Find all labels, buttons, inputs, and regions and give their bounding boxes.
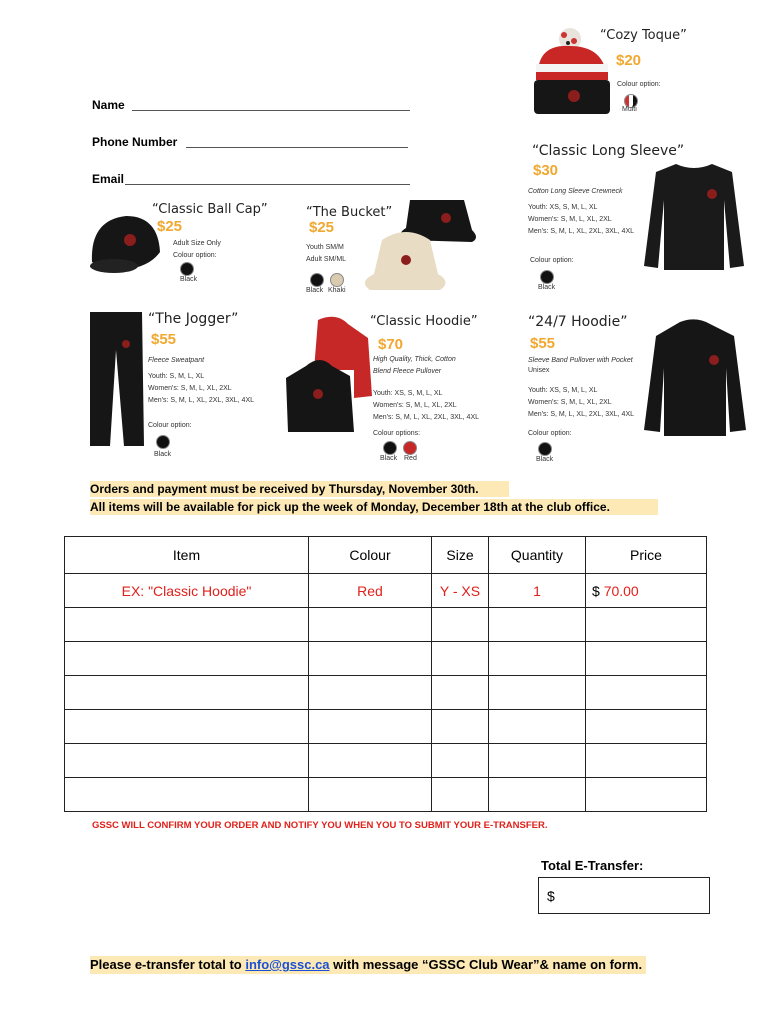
table-header-row — [65, 537, 707, 574]
hoodie247-option-label: Colour option: — [528, 430, 572, 437]
longsleeve-title: “Classic Long Sleeve” — [532, 143, 685, 159]
example-colour: Red — [309, 574, 432, 608]
jogger-size-men: Men's: S, M, L, XL, 2XL, 3XL, 4XL — [148, 397, 255, 404]
footer-instructions — [90, 956, 646, 974]
phone-line — [186, 135, 408, 148]
ballcap-size: Adult Size Only — [173, 240, 221, 247]
example-size: Y - XS — [432, 574, 489, 608]
longsleeve-price: $30 — [533, 162, 559, 179]
bucket-image — [360, 194, 482, 298]
longsleeve-option-label: Colour option: — [530, 257, 574, 264]
name-field[interactable] — [92, 96, 410, 114]
classic-hoodie-title: “Classic Hoodie” — [370, 314, 478, 329]
order-table — [64, 536, 707, 812]
jogger-colour-name: Black — [154, 451, 172, 458]
hoodie247-colour-name: Black — [536, 456, 554, 463]
ballcap-title: “Classic Ball Cap” — [152, 202, 268, 217]
hoodie247-price: $55 — [530, 335, 556, 352]
name-line — [132, 98, 410, 111]
classic-hoodie-image — [284, 314, 374, 438]
classic-hoodie-colour-black: Black — [380, 455, 398, 462]
header-size: Size — [432, 537, 489, 574]
jogger-desc: Fleece Sweatpant — [148, 357, 205, 364]
table-row[interactable] — [65, 710, 707, 744]
longsleeve-size-men: Men's: S, M, L, XL, 2XL, 3XL, 4XL — [528, 228, 635, 235]
total-label: Total E-Transfer: — [541, 858, 644, 873]
longsleeve-desc: Cotton Long Sleeve Crewneck — [528, 188, 623, 195]
bucket-colour-black: Black — [306, 287, 324, 294]
table-row[interactable] — [65, 744, 707, 778]
hoodie247-size-men: Men's: S, M, L, XL, 2XL, 3XL, 4XL — [528, 411, 635, 418]
jogger-price: $55 — [151, 331, 177, 348]
jogger-title: “The Jogger” — [148, 311, 239, 327]
hoodie247-size-women: Women's: S, M, L, XL, 2XL — [528, 399, 612, 406]
jogger-size-youth: Youth: S, M, L, XL — [148, 373, 205, 380]
table-row[interactable] — [65, 778, 707, 812]
header-colour: Colour — [309, 537, 432, 574]
total-currency: $ — [547, 888, 555, 904]
example-item: EX: "Classic Hoodie" — [65, 574, 309, 608]
bucket-title: “The Bucket” — [306, 205, 393, 220]
toque-colour-name: Multi — [622, 106, 637, 113]
bucket-price: $25 — [309, 219, 335, 236]
bucket-size-adult: Adult SM/ML — [306, 256, 347, 263]
header-quantity: Quantity — [489, 537, 586, 574]
classic-hoodie-size-men: Men's: S, M, L, XL, 2XL, 3XL, 4XL — [373, 414, 480, 421]
jogger-image — [84, 310, 148, 450]
hoodie247-title: “24/7 Hoodie” — [528, 314, 628, 330]
table-row[interactable] — [65, 676, 707, 710]
pickup-notice: All items will be available for pick up the week of Monday, December 18th at the club office. — [90, 499, 658, 515]
footer-suffix: with message “GSSC Club Wear”& name on form. — [329, 957, 643, 972]
phone-label: Phone Number — [92, 135, 178, 149]
ballcap-option-label: Colour option: — [173, 252, 217, 259]
classic-hoodie-colour-red: Red — [404, 455, 417, 462]
example-price-cell — [586, 574, 707, 608]
hoodie247-desc-1: Sleeve Band Pullover with Pocket — [528, 357, 633, 364]
table-row[interactable] — [65, 608, 707, 642]
jogger-size-women: Women's: S, M, L, XL, 2XL — [148, 385, 232, 392]
hoodie247-desc-2: Unisex — [528, 367, 550, 374]
example-price: 70.00 — [603, 582, 639, 599]
longsleeve-colour-name: Black — [538, 284, 556, 291]
classic-hoodie-size-women: Women's: S, M, L, XL, 2XL — [373, 402, 457, 409]
classic-hoodie-price: $70 — [378, 336, 404, 353]
bucket-colour-khaki: Khaki — [328, 287, 346, 294]
ballcap-colour-name: Black — [180, 276, 198, 283]
hoodie247-image — [640, 318, 750, 438]
header-item: Item — [65, 537, 309, 574]
email-label: Email — [92, 172, 125, 186]
table-row[interactable] — [65, 642, 707, 676]
example-row — [65, 574, 707, 608]
example-currency: $ — [592, 582, 600, 599]
order-deadline-notice: Orders and payment must be received by Thursday, November 30th. — [90, 481, 509, 497]
bucket-size-youth: Youth SM/M — [306, 244, 344, 251]
longsleeve-size-women: Women's: S, M, L, XL, 2XL — [528, 216, 612, 223]
phone-field[interactable] — [92, 133, 408, 151]
classic-hoodie-option-label: Colour options: — [373, 430, 421, 437]
header-price: Price — [586, 537, 707, 574]
email-line — [125, 172, 410, 185]
longsleeve-size-youth: Youth: XS, S, M, L, XL — [528, 204, 598, 211]
longsleeve-image — [640, 160, 748, 272]
ballcap-price: $25 — [157, 218, 183, 235]
hoodie247-size-youth: Youth: XS, S, M, L, XL — [528, 387, 598, 394]
jogger-option-label: Colour option: — [148, 422, 192, 429]
email-link[interactable]: info@gssc.ca — [245, 957, 330, 972]
toque-option-label: Colour option: — [617, 81, 661, 88]
email-field[interactable] — [92, 170, 410, 188]
example-quantity: 1 — [489, 574, 586, 608]
classic-hoodie-desc-1: High Quality, Thick, Cotton — [373, 356, 456, 363]
jogger-swatch-black[interactable] — [156, 435, 170, 449]
classic-hoodie-size-youth: Youth: XS, S, M, L, XL — [373, 390, 443, 397]
classic-hoodie-desc-2: Blend Fleece Pullover — [373, 368, 442, 375]
toque-title: “Cozy Toque” — [600, 28, 687, 43]
confirm-notice: GSSC WILL CONFIRM YOUR ORDER AND NOTIFY YOU WHEN YOU TO SUBMIT YOUR E-TRANSFER. — [92, 820, 548, 831]
total-input[interactable] — [538, 877, 710, 914]
name-label: Name — [92, 98, 125, 112]
toque-price: $20 — [616, 52, 642, 69]
footer-prefix: Please e-transfer total to — [90, 957, 246, 972]
